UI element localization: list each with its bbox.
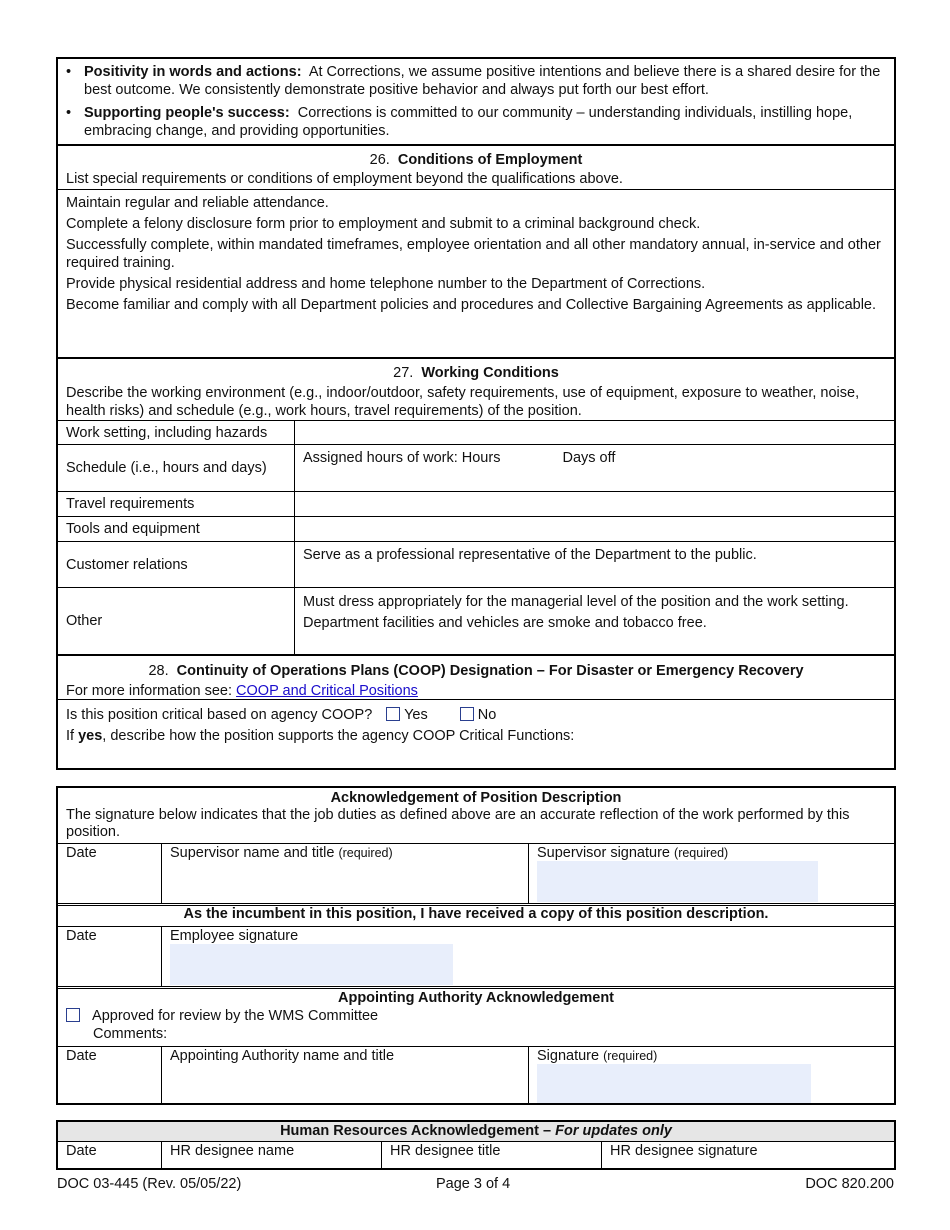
incumbent-text: As the incumbent in this position, I have received a copy of this position description.	[183, 906, 769, 922]
schedule-label: Schedule (i.e., hours and days)	[58, 445, 295, 491]
coop-no-checkbox[interactable]	[460, 707, 474, 721]
customer-label: Customer relations	[58, 542, 295, 587]
hr-row	[58, 1142, 894, 1169]
working-header	[58, 357, 894, 420]
approved-checkbox[interactable]	[66, 1008, 80, 1022]
footer-form-id: DOC 03-445 (Rev. 05/05/22)	[57, 1176, 242, 1192]
working-row-other	[58, 587, 894, 654]
coop-title: 28. Continuity of Operations Plans (COOP) Designation – For Disaster or Emergency Recovery	[148, 663, 804, 679]
appointing-name-cell[interactable]: Appointing Authority name and title	[162, 1047, 529, 1104]
condition-item: Maintain regular and reliable attendance.	[66, 195, 329, 211]
coop-no-label: No	[477, 707, 497, 723]
date-label: Date	[66, 1048, 97, 1064]
tools-label: Tools and equipment	[58, 517, 295, 541]
value-bullet: • Positivity in words and actions: At Corrections, we assume positive intentions and believe there is a shared desire for the best outcome. We consistently demonstrate positive behavior and always put forth our best effort.	[66, 64, 881, 98]
working-title: 27. Working Conditions	[393, 365, 559, 381]
work-setting-label: Work setting, including hazards	[58, 421, 295, 444]
hr-date-cell[interactable]: Date	[58, 1142, 162, 1169]
other-label: Other	[58, 588, 295, 654]
other-line: Must dress appropriately for the managerial level of the position and the work setting.	[303, 594, 849, 610]
hr-header: Human Resources Acknowledgement – For updates only	[58, 1122, 894, 1142]
travel-field[interactable]	[295, 492, 894, 516]
coop-question: Is this position critical based on agency COOP?	[66, 707, 373, 723]
coop-yes-label: Yes	[404, 707, 428, 723]
date-cell[interactable]	[58, 844, 162, 903]
coop-body	[58, 699, 894, 747]
main-form-box	[56, 57, 896, 770]
working-row-tools	[58, 516, 894, 541]
hr-box	[56, 1120, 896, 1170]
condition-item: Complete a felony disclosure form prior to employment and submit to a criminal background check.	[66, 216, 701, 232]
incumbent-row	[58, 903, 894, 926]
conditions-subtitle: List special requirements or conditions of employment beyond the qualifications above.	[66, 171, 623, 187]
coop-link[interactable]: COOP and Critical Positions	[236, 683, 418, 699]
supervisor-name-cell[interactable]: Supervisor name and title (required)	[162, 844, 529, 903]
condition-item: Successfully complete, within mandated timeframes, employee orientation and all other mandatory annual, in-service and other required training.	[66, 237, 881, 271]
appointing-row	[58, 1046, 894, 1104]
other-field[interactable]	[295, 588, 894, 654]
ack-text: The signature below indicates that the job duties as defined above are an accurate reflection of the work performed by this position.	[66, 807, 850, 840]
travel-label: Travel requirements	[58, 492, 295, 516]
appointing-signature-field[interactable]	[537, 1064, 811, 1103]
date-label: Date	[66, 928, 97, 944]
comments-label: Comments:	[93, 1026, 168, 1042]
other-line: Department facilities and vehicles are smoke and tobacco free.	[303, 615, 707, 631]
conditions-title: 26. Conditions of Employment	[369, 152, 583, 168]
date-cell[interactable]	[58, 1047, 162, 1104]
appointing-signature-cell[interactable]: Signature (required)	[529, 1047, 894, 1104]
condition-item: Provide physical residential address and home telephone number to the Department of Corrections.	[66, 276, 706, 292]
employee-row	[58, 926, 894, 986]
value-bullet: • Supporting people's success: Corrections is committed to our community – understanding individuals, instilling hope, embracing change, and providing opportunities.	[66, 105, 853, 139]
date-label: Date	[66, 845, 97, 861]
supervisor-signature-field[interactable]	[537, 861, 818, 902]
values-section	[58, 59, 894, 144]
ack-supervisor-row	[58, 843, 894, 903]
work-setting-field[interactable]	[295, 421, 894, 444]
hr-title-cell[interactable]: HR designee title	[382, 1142, 602, 1169]
coop-header	[58, 654, 894, 699]
coop-info: For more information see: COOP and Critical Positions	[66, 683, 418, 699]
hr-signature-cell[interactable]: HR designee signature	[610, 1143, 758, 1159]
customer-field[interactable]: Serve as a professional representative of the Department to the public.	[303, 547, 757, 563]
coop-if-yes: If yes, describe how the position supports the agency COOP Critical Functions:	[66, 728, 575, 744]
employee-signature-cell[interactable]: Employee signature	[162, 927, 894, 986]
supervisor-signature-cell[interactable]: Supervisor signature (required)	[529, 844, 894, 903]
footer-policy: DOC 820.200	[805, 1176, 894, 1192]
condition-item: Become familiar and comply with all Department policies and procedures and Collective Bargaining Agreements as applicable.	[66, 297, 877, 313]
working-row-schedule	[58, 444, 894, 491]
ack-title: Acknowledgement of Position Description	[330, 790, 622, 806]
hr-name-cell[interactable]: HR designee name	[162, 1142, 382, 1169]
working-row-customer	[58, 541, 894, 587]
coop-question-line	[66, 705, 886, 726]
appointing-header	[58, 986, 894, 1046]
working-row-setting	[58, 420, 894, 444]
approved-line	[66, 1007, 886, 1025]
tools-field[interactable]	[295, 517, 894, 541]
approved-label: Approved for review by the WMS Committee	[92, 1008, 379, 1024]
coop-yes-checkbox[interactable]	[386, 707, 400, 721]
schedule-field[interactable]	[295, 445, 894, 491]
appointing-title: Appointing Authority Acknowledgement	[337, 990, 615, 1006]
footer-page-number: Page 3 of 4	[436, 1176, 511, 1192]
conditions-body	[58, 189, 894, 357]
days-off-label: Days off	[562, 450, 616, 466]
employee-signature-field[interactable]	[170, 944, 453, 985]
working-row-travel	[58, 491, 894, 516]
ack-header	[58, 788, 894, 843]
conditions-header	[58, 144, 894, 189]
date-cell[interactable]	[58, 927, 162, 986]
working-subtitle: Describe the working environment (e.g., indoor/outdoor, safety requirements, use of equipment, exposure to weather, noise, health risks) and schedule (e.g., work hours, travel requirements) of the position.	[66, 385, 860, 419]
acknowledgement-box	[56, 786, 896, 1105]
hours-label: Assigned hours of work: Hours	[303, 450, 501, 466]
